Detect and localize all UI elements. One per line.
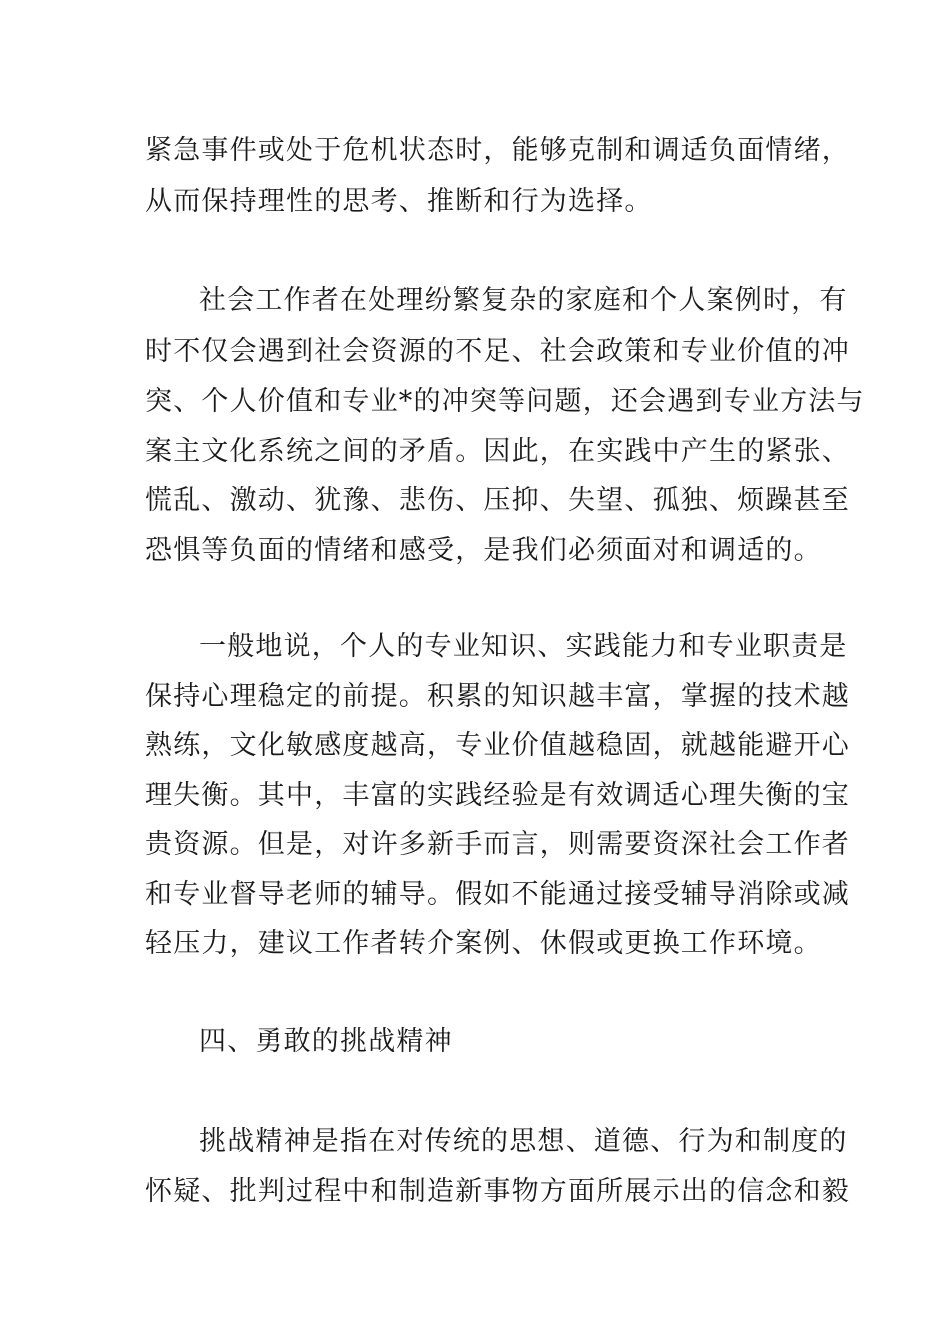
section-heading-4: 四、勇敢的挑战精神 [199,1026,453,1057]
paragraph-2-line-4: 案主文化系统之间的矛盾。因此，在实践中产生的紧张、 [145,436,850,467]
paragraph-1-line-1: 紧急事件或处于危机状态时，能够克制和调适负面情绪， [145,135,850,166]
paragraph-3-line-3: 熟练，文化敏感度越高，专业价值越稳固，就越能避开心 [145,730,850,761]
paragraph-3-line-4: 理失衡。其中，丰富的实践经验是有效调适心理失衡的宝 [145,780,850,811]
paragraph-3-line-5: 贵资源。但是，对许多新手而言，则需要资深社会工作者 [145,829,850,860]
paragraph-3-line-1: 一般地说，个人的专业知识、实践能力和专业职责是 [199,631,848,662]
paragraph-1-line-2: 从而保持理性的思考、推断和行为选择。 [145,186,653,217]
paragraph-2-line-3: 突、个人价值和专业*的冲突等问题，还会遇到专业方法与 [145,386,865,417]
paragraph-5-line-2: 怀疑、批判过程中和制造新事物方面所展示出的信念和毅 [145,1176,850,1207]
paragraph-2-line-6: 恐惧等负面的情绪和感受，是我们必须面对和调适的。 [145,535,822,566]
paragraph-2-line-5: 慌乱、激动、犹豫、悲伤、压抑、失望、孤独、烦躁甚至 [145,485,850,516]
paragraph-5-line-1: 挑战精神是指在对传统的思想、道德、行为和制度的 [199,1126,848,1157]
paragraph-2-line-1: 社会工作者在处理纷繁复杂的家庭和个人案例时，有 [199,285,848,316]
paragraph-2-line-2: 时不仅会遇到社会资源的不足、社会政策和专业价值的冲 [145,336,850,367]
paragraph-3-line-6: 和专业督导老师的辅导。假如不能通过接受辅导消除或减 [145,879,850,910]
paragraph-3-line-2: 保持心理稳定的前提。积累的知识越丰富，掌握的技术越 [145,681,850,712]
paragraph-3-line-7: 轻压力，建议工作者转介案例、休假或更换工作环境。 [145,928,822,959]
